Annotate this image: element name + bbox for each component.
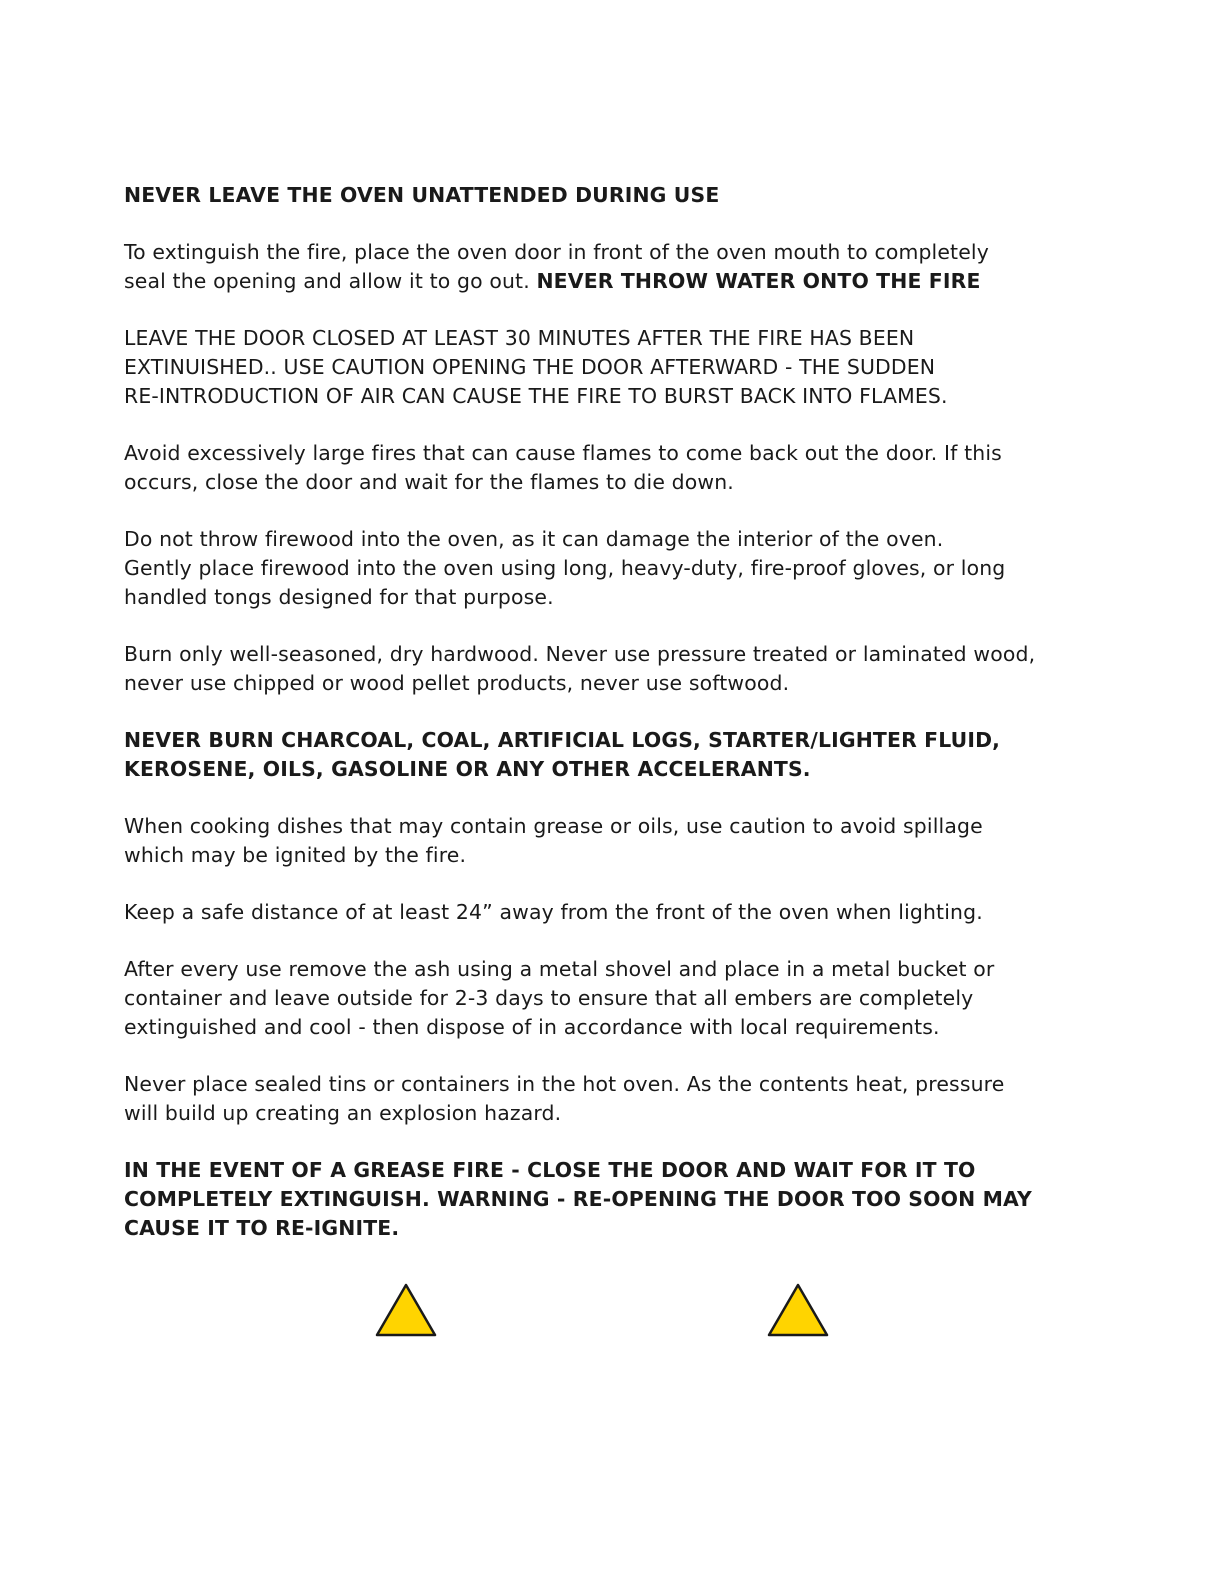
heading-text: NEVER LEAVE THE OVEN UNATTENDED DURING USE bbox=[124, 183, 720, 207]
paragraph-line: LEAVE THE DOOR CLOSED AT LEAST 30 MINUTES AFTER THE FIRE HAS BEEN bbox=[124, 326, 915, 350]
paragraph-line: which may be ignited by the fire. bbox=[124, 843, 467, 867]
paragraph-firewood-placement bbox=[124, 525, 1154, 612]
paragraph-line: When cooking dishes that may contain grease or oils, use caution to avoid spillage bbox=[124, 814, 983, 838]
paragraph-sealed-tins bbox=[124, 1070, 1154, 1128]
paragraph-line: Avoid excessively large fires that can cause flames to come back out the door. If this bbox=[124, 441, 1002, 465]
paragraph-line: never use chipped or wood pellet products, never use softwood. bbox=[124, 671, 790, 695]
paragraph-line: container and leave outside for 2-3 days to ensure that all embers are completely bbox=[124, 986, 974, 1010]
paragraph-line: extinguished and cool - then dispose of in accordance with local requirements. bbox=[124, 1015, 940, 1039]
paragraph-line: Do not throw firewood into the oven, as it can damage the interior of the oven. bbox=[124, 527, 944, 551]
paragraph-avoid-large-fires bbox=[124, 439, 1154, 497]
water-warning-text: NEVER THROW WATER ONTO THE FIRE bbox=[536, 269, 981, 293]
paragraph-line: Gently place firewood into the oven using long, heavy-duty, fire-proof gloves, or long bbox=[124, 556, 1006, 580]
paragraph-line: will build up creating an explosion hazard. bbox=[124, 1101, 562, 1125]
safety-instructions bbox=[124, 181, 1154, 1271]
paragraph-line: To extinguish the fire, place the oven door in front of the oven mouth to completely bbox=[124, 240, 989, 264]
paragraph-line: handled tongs designed for that purpose. bbox=[124, 585, 554, 609]
paragraph-line: After every use remove the ash using a metal shovel and place in a metal bucket or bbox=[124, 957, 995, 981]
warning-triangle-icon bbox=[766, 1282, 830, 1338]
paragraph-line: RE-INTRODUCTION OF AIR CAN CAUSE THE FIRE TO BURST BACK INTO FLAMES. bbox=[124, 384, 948, 408]
paragraph-never-burn-accelerants bbox=[124, 726, 1154, 784]
paragraph-grease-fire-warning bbox=[124, 1156, 1154, 1243]
paragraph-leave-door-closed bbox=[124, 324, 1154, 411]
paragraph-extinguish-fire bbox=[124, 238, 1154, 296]
paragraph-line: Never place sealed tins or containers in the hot oven. As the contents heat, pressure bbox=[124, 1072, 1005, 1096]
paragraph-line: KEROSENE, OILS, GASOLINE OR ANY OTHER ACCELERANTS. bbox=[124, 757, 811, 781]
paragraph-line: NEVER BURN CHARCOAL, COAL, ARTIFICIAL LOGS, STARTER/LIGHTER FLUID, bbox=[124, 728, 1001, 752]
paragraph-text: seal the opening and allow it to go out. bbox=[124, 269, 537, 293]
paragraph-line bbox=[124, 267, 1154, 296]
paragraph-line: CAUSE IT TO RE-IGNITE. bbox=[124, 1216, 400, 1240]
heading-never-leave-unattended bbox=[124, 181, 1154, 210]
paragraph-grease-caution bbox=[124, 812, 1154, 870]
paragraph-line: EXTINUISHED.. USE CAUTION OPENING THE DOOR AFTERWARD - THE SUDDEN bbox=[124, 355, 936, 379]
paragraph-line: Keep a safe distance of at least 24” away from the front of the oven when lighting. bbox=[124, 900, 983, 924]
paragraph-burn-hardwood bbox=[124, 640, 1154, 698]
paragraph-line: IN THE EVENT OF A GREASE FIRE - CLOSE THE DOOR AND WAIT FOR IT TO bbox=[124, 1158, 976, 1182]
paragraph-ash-removal bbox=[124, 955, 1154, 1042]
paragraph-line: Burn only well-seasoned, dry hardwood. Never use pressure treated or laminated wood, bbox=[124, 642, 1036, 666]
paragraph-line: occurs, close the door and wait for the flames to die down. bbox=[124, 470, 734, 494]
warning-triangle-icon bbox=[374, 1282, 438, 1338]
paragraph-line: COMPLETELY EXTINGUISH. WARNING - RE-OPENING THE DOOR TOO SOON MAY bbox=[124, 1187, 1032, 1211]
paragraph-safe-distance bbox=[124, 898, 1154, 927]
